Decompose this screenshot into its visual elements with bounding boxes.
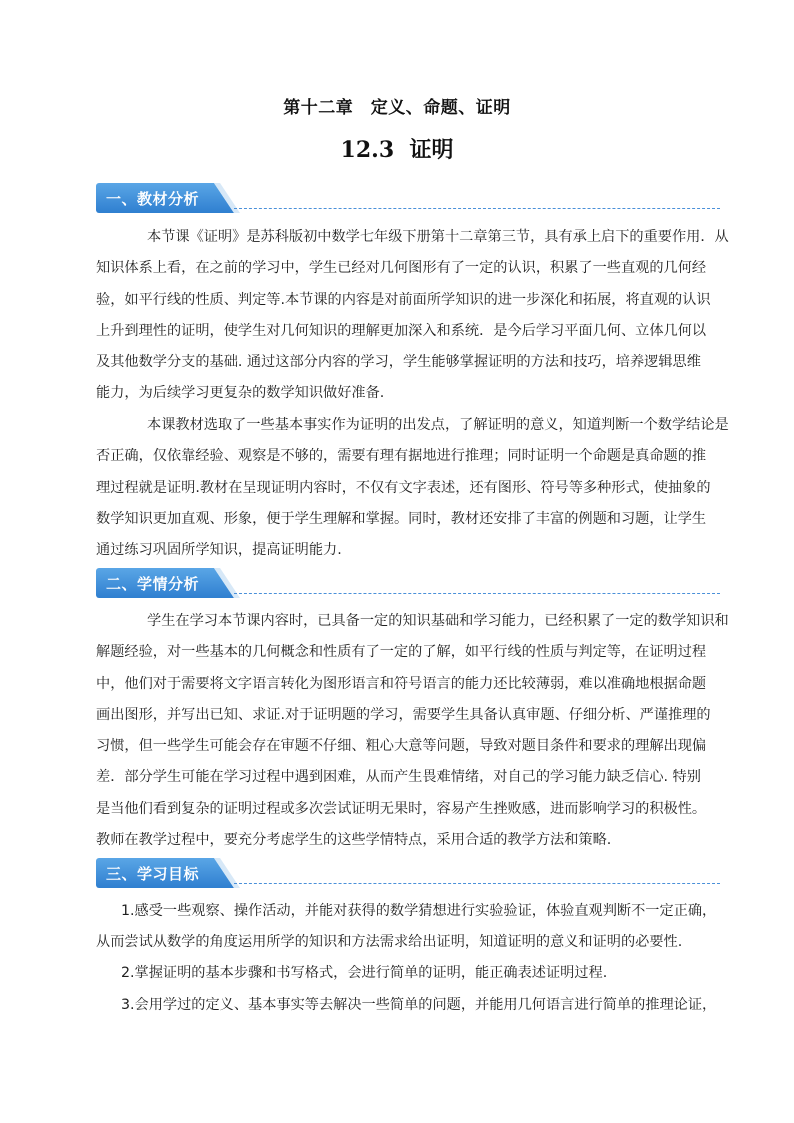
text-line: 数学知识更加直观、形象，便于学生理解和掌握。同时，教材还安排了丰富的例题和习题，让学生 xyxy=(96,510,707,527)
text-line: 及其他数学分支的基础. 通过这部分内容的学习，学生能够掌握证明的方法和技巧，培养逻辑思维 xyxy=(96,354,701,371)
text-line: 理过程就是证明.教材在呈现证明内容时，不仅有文字表述，还有图形、符号等多种形式，使抽象的 xyxy=(96,479,711,496)
text-line: 通过练习巩固所学知识，提高证明能力. xyxy=(96,542,342,559)
section-header-learning-objectives xyxy=(96,858,720,888)
chapter-title: 第十二章 定义、命题、证明 xyxy=(283,98,511,118)
text-line: 画出图形，并写出已知、求证.对于证明题的学习，需要学生具备认真审题、仔细分析、严谨推理的 xyxy=(96,706,711,723)
section-divider xyxy=(234,593,720,594)
section-divider xyxy=(234,883,720,884)
section-divider xyxy=(234,208,720,209)
text-line: 本节课《证明》是苏科版初中数学七年级下册第十二章第三节，具有承上启下的重要作用．从 xyxy=(147,229,729,245)
text-line: 是当他们看到复杂的证明过程或多次尝试证明无果时，容易产生挫败感，进而影响学习的积极性。 xyxy=(96,800,707,817)
text-line: 本课教材选取了一些基本事实作为证明的出发点，了解证明的意义，知道判断一个数学结论是 xyxy=(147,417,729,433)
section-header-student-analysis xyxy=(96,568,720,598)
text-line: 否正确，仅依靠经验、观察是不够的，需要有理有据地进行推理；同时证明一个命题是真命题的推 xyxy=(96,448,707,465)
text-line: 3.会用学过的定义、基本事实等去解决一些简单的问题，并能用几何语言进行简单的推理论证， xyxy=(121,997,717,1013)
section-label: 一、教材分析 xyxy=(106,190,200,208)
text-line: 验，如平行线的性质、判定等.本节课的内容是对前面所学知识的进一步深化和拓展，将直观的认识 xyxy=(96,291,711,308)
text-line: 2.掌握证明的基本步骤和书写格式，会进行简单的证明，能正确表述证明过程. xyxy=(121,965,608,981)
text-line: 中，他们对于需要将文字语言转化为图形语言和符号语言的能力还比较薄弱，难以准确地根据命题 xyxy=(96,675,707,692)
text-line: 差．部分学生可能在学习过程中遇到困难，从而产生畏难情绪，对自己的学习能力缺乏信心. 特别 xyxy=(96,769,701,786)
paragraph-textbook-analysis-1 xyxy=(96,222,729,410)
section-label: 三、学习目标 xyxy=(106,865,200,883)
objective-item-1 xyxy=(96,896,717,959)
text-line: 学生在学习本节课内容时，已具备一定的知识基础和学习能力，已经积累了一定的数学知识和 xyxy=(147,613,729,629)
text-line: 解题经验，对一些基本的几何概念和性质有了一定的了解，如平行线的性质与判定等，在证明过程 xyxy=(96,644,707,661)
text-line: 上升到理性的证明，使学生对几何知识的理解更加深入和系统．是今后学习平面几何、立体几何以 xyxy=(96,322,707,339)
section-label: 二、学情分析 xyxy=(106,575,200,593)
objective-item-3 xyxy=(96,990,717,1021)
text-line: 习惯，但一些学生可能会存在审题不仔细、粗心大意等问题，导致对题目条件和要求的理解出现偏 xyxy=(96,738,707,755)
text-line: 知识体系上看，在之前的学习中，学生已经对几何图形有了一定的认识，积累了一些直观的几何经 xyxy=(96,260,707,277)
section-header-textbook-analysis xyxy=(96,183,720,213)
paragraph-student-analysis xyxy=(96,606,729,856)
text-line: 教师在教学过程中，要充分考虑学生的这些学情特点，采用合适的教学方法和策略. xyxy=(96,832,612,849)
lesson-title: 12.3 证明 xyxy=(340,137,454,163)
paragraph-textbook-analysis-2 xyxy=(96,410,729,566)
objective-item-2 xyxy=(96,958,706,989)
text-line: 能力，为后续学习更复杂的数学知识做好准备. xyxy=(96,385,385,402)
text-line: 1.感受一些观察、操作活动，并能对获得的数学猜想进行实验验证，体验直观判断不一定正确， xyxy=(121,903,717,919)
text-line: 从而尝试从数学的角度运用所学的知识和方法需求给出证明，知道证明的意义和证明的必要性. xyxy=(96,934,683,951)
